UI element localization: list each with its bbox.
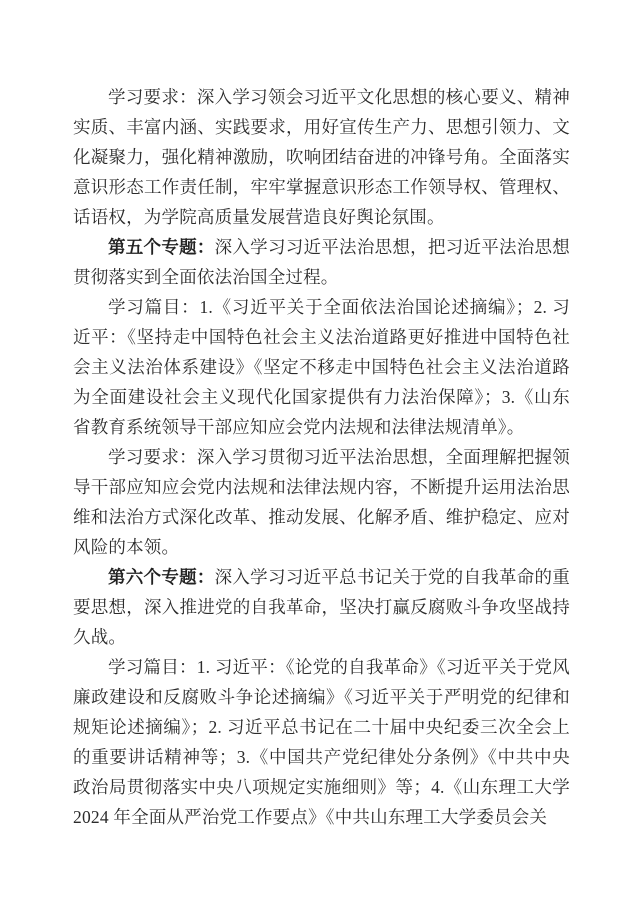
paragraph-study-materials-topic-six [73,652,570,832]
paragraph-study-requirements-culture [73,82,570,232]
paragraph-topic-five-heading [73,232,570,292]
paragraph-text: 深入学习习近平法治思想，把习近平法治思想贯彻落实到全面依法治国全过程。 [73,237,571,287]
topic-six-label: 第六个专题： [108,567,215,587]
paragraph-text: 学习要求：深入学习贯彻习近平法治思想，全面理解把握领导干部应知应会党内法规和法律法规内容，不断提升运用法治思维和法治方式深化改革、推动发展、化解矛盾、维护稳定、应对风险的本领。 [73,447,570,557]
paragraph-text: 学习篇目：1. 习近平：《论党的自我革命》《习近平关于党风廉政建设和反腐败斗争论述摘编》《习近平关于严明党的纪律和规矩论述摘编》；2. 习近平总书记在二十届中央纪委三次全会上的重要讲话精神等；3.《中国共产党纪律处分条例》《中共中央政治局贯彻落实中央八项规定实施细则》等；4.《山东理工大学 2024 年全面从严治党工作要点》《中共山东理工大学委员会关 [73,657,570,827]
topic-five-label: 第五个专题： [108,237,215,257]
paragraph-study-requirements-rule-of-law [73,442,570,562]
paragraph-text: 学习要求：深入学习领会习近平文化思想的核心要义、精神实质、丰富内涵、实践要求，用好宣传生产力、思想引领力、文化凝聚力，强化精神激励，吹响团结奋进的冲锋号角。全面落实意识形态工作责任制，牢牢掌握意识形态工作领导权、管理权、话语权，为学院高质量发展营造良好舆论氛围。 [73,87,570,227]
paragraph-text: 学习篇目：1.《习近平关于全面依法治国论述摘编》；2. 习近平：《坚持走中国特色社会主义法治道路更好推进中国特色社会主义法治体系建设》《坚定不移走中国特色社会主义法治道路为全面建设社会主义现代化国家提供有力法治保障》；3.《山东省教育系统领导干部应知应会党内法规和法律法规清单》。 [73,297,570,437]
paragraph-topic-six-heading [73,562,570,652]
paragraph-text: 深入学习习近平总书记关于党的自我革命的重要思想，深入推进党的自我革命，坚决打赢反腐败斗争攻坚战持久战。 [73,567,571,647]
paragraph-study-materials-topic-five [73,292,570,442]
